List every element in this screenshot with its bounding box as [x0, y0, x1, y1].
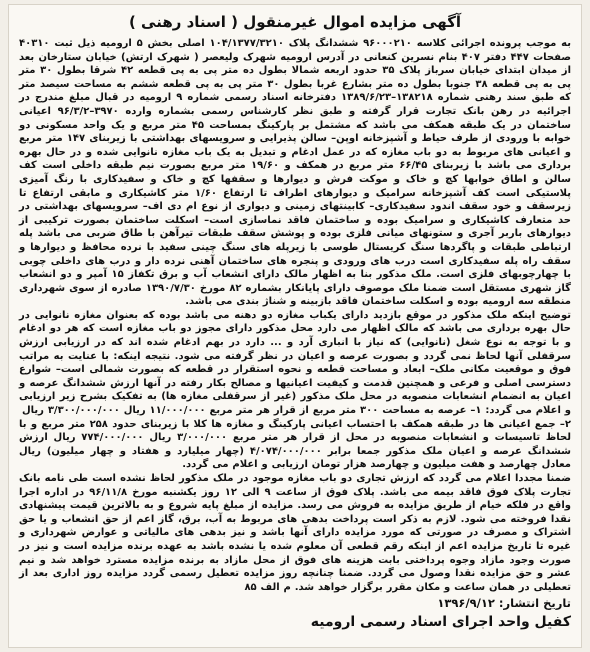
publication-date: تاریخ انتشار: ۱۳۹۶/۹/۱۲: [437, 596, 571, 611]
paragraph-total-value: ۲– جمع اعیانی ها در طبقه همکف با احتساب اعیانی پارکینگ و مغازه ها کلا با زیربنای حدود ۲۵۸ متر مربع و با لحاظ تاسیسات و انشعابات منصوبه در محل از قرار هر متر مربع ۳/۰۰۰/۰۰۰ ریال ۷۷۴/۰۰۰/۰۰۰ ریال ارزش ششدانگ عرصه و اعیان ملک مذکور جمعا برابر ۴/۰۷۴/۰۰۰/۰۰۰ (چهار میلیارد و هفتاد و چهار میلیون) ریال معادل چهارصد و هفت میلیون و چهارصد هزار تومان ارزیابی و اعلام می گردد.: [19, 418, 571, 471]
signature-line: کفیل واحد اجرای اسناد رسمی ارومیه: [310, 614, 571, 631]
paragraph-valuation: توضیح اینکه ملک مذکور در موقع بازدید دارای یکباب مغازه دو دهنه می باشد بوده که بعنوان مغازه نانوایی در حال بهره برداری می باشد که مالک اظهار می دارد محل مذکور دارای مجوز دو باب مغازه است که هر دو ادغام و با توجه به نوع شغل (نانوایی) که نیاز با انباری آرد و ... دارد در بهم ادغام شده اند که در ارزیابی ارزش سرقفلی آنها لحاظ نمی گردد و بصورت عرصه و اعیان در نظر گرفته می شود. نتیجه اینکه: با عنایت به مراتب فوق و موقعیت مکانی ملک– ابعاد و مساحت قطعه و نحوه استقرار در قطعه که بصورت شمالی است– شوارع دسترسی اصلی و فرعی و همچنین قدمت و کیفیت اعیانیها و مصالح بکار رفته در آنها ارزش ششدانگ عرصه و اعیان به انضمام انشعابات منصوبه در محل ملک مذکور (غیر از سرقفلی مغازه ها) به تفکیک بشرح زیر ارزیابی و اعلام می گردد: ۱– عرصه به مساحت ۳۰۰ متر مربع از قرار هر متر مربع ۱۱/۰۰۰/۰۰۰ ریال ۳/۳۰۰/۰۰۰/۰۰۰ ریال: [19, 309, 571, 417]
paragraph-auction-terms: ضمنا مجددا اعلام می گردد که ارزش تجاری دو باب مغازه موجود در ملک مذکور لحاظ نشده است طی نامه بانک تجارت پلاک فوق فاقد بیمه می باشد. پلاک فوق از ساعت ۹ الی ۱۲ روز یکشنبه مورخ ۹۶/۱۱/۸ در اداره اجرا واقع در فلکه خیام از طریق مزایده به فروش می رسد. مزایده از مبلغ پایه شروع و به بالاترین قیمت پیشنهادی نقدا فروخته می شود. لازم به ذکر است پرداخت بدهی های مربوط به آب، برق، گاز اعم از حق انشعاب و یا حق اشتراک و مصرف در صورتی که مورد مزایده دارای آنها باشد و نیز بدهی های مالیاتی و عوارض شهرداری و غیره تا تاریخ مزایده اعم از اینکه رقم قطعی آن معلوم شده یا نشده باشد به عهده برنده مزایده است و نیز در صورت وجود مازاد وجوه پرداختی بابت هزینه های فوق از محل مازاد به برنده مزایده مسترد خواهد شد و نیم عشر و حق مزایده نقدا وصول می گردد. ضمنا چنانچه روز مزایده تعطیل رسمی گردد مزایده روز اداری بعد از تعطیلی در همان ساعت و مکان مقرر برگزار خواهد شد. م الف ۸۵: [19, 473, 571, 593]
paragraph-property-description: به موجب پرونده اجرائی کلاسه ۹۶۰۰۰۲۱۰ ششدانگ پلاک ۱۰۴/۱۳۷۷/۳۲۱۰ اصلی بخش ۵ ارومیه ذیل ثبت ۴۰۳۱۰ صفحات ۴۴۷ دفتر ۴۰۷ بنام نسرین کنعانی در آدرس ارومیه شهرک ولیعصر ( شهرک ارتش) خیابان ستارخان بعد از میدان ابتدای خیابان سرباز پلاک ۳۵ حدود اربعه شمالا بطول ده متر پی به پی قطعه ۴۲ شرقا بطول ۳۰ متر پی به پی قطعه ۳۸ جنوبا بطول ده متر بشارع غربا بطول ۳۰ متر پی به پی قطعه ششم به مساحت سیصد متر که طبق سند رهنی شماره ۱۳۸۲۱۸–۱۳۸۹/۶/۲۳ دفترخانه اسناد رسمی شماره ۹ ارومیه در قبال مبلغ مندرج در اجرائیه در رهن بانک تجارت قرار گرفته و طبق نظر کارشناس رسمی بشماره وارده ۳۹۷۰–۹۶/۳/۲ اعیانی ساختمان در یک طبقه همکف می باشد که مشتمل بر پارکینگ بمساحت ۴۵ متر مربع و یک واحد مسکونی دو خوابه با ورودی از طرف حیاط و آشپزخانه اوپن– سالن پذیرایی و سرویسهای بهداشتی با زیربنای ۱۴۷ متر مربع و اعیانی های مربوط به دو باب مغازه که در عمل ادغام و تبدیل به یک باب مغازه نانوایی شده و در حال بهره برداری می باشد با زیربنای ۶۶/۴۵ متر مربع در همکف و ۱۹/۶۰ متر مربع بصورت نیم طبقه داخلی است کف سالن و اطاق خوابها کچ و خاک و موکت فرش و دیوارها و سقفها کچ و خاک و سفیدکاری با رنگ آمیزی پلاستیکی است کف آشپزخانه سرامیک و دیوارهای اطراف تا ارتفاع ۱/۶۰ متر کاشیکاری و مابقی ارتفاع تا زیرسقف و خود سقف اندود سفیدکاری– کابینتهای زمینی و دیواری از نوع ام دی اف– سرویسهای بهداشتی در حد متعارف کاشیکاری و سرامیک بوده و ساختمان فاقد نماسازی است– اسکلت ساختمان بصورت ترکیبی از دیوارهای باربر آجری و ستونهای میانی فلزی بوده و پوشش سقف طبقات تیرآهن با طاق ضربی می باشد پله ارتباطی طبقات و پاگردها سنگ کریستال طوسی با زیرپله های سنگ چینی سفید با نرده محافظ و دیوارها و سقف راه پله سفیدکاری است درب های ورودی و پنجره های ساختمان آهنی نرده دار و درب های داخلی چوبی با چهارچوبهای فلزی است. ملک مذکور بنا به اظهار مالک دارای انشعاب آب و برق تکفاز ۱۵ آمپر و دو انشعاب گاز شهری مستقل است ضمنا ملک موصوف دارای پایانکار بشماره ۸۲ مورخ ۱۳۹۰/۷/۳۰ صادره از سوی شهرداری منطقه سه ارومیه بوده و اسکلت ساختمان فاقد بازبینه و شناژ بندی می باشد.: [19, 38, 572, 308]
notice-title: آگهی مزایده اموال غیرمنقول ( اسناد رهنی ): [128, 13, 462, 31]
notice-page: [8, 4, 582, 648]
notice-body: [19, 37, 571, 594]
notice-footer: [19, 596, 571, 610]
